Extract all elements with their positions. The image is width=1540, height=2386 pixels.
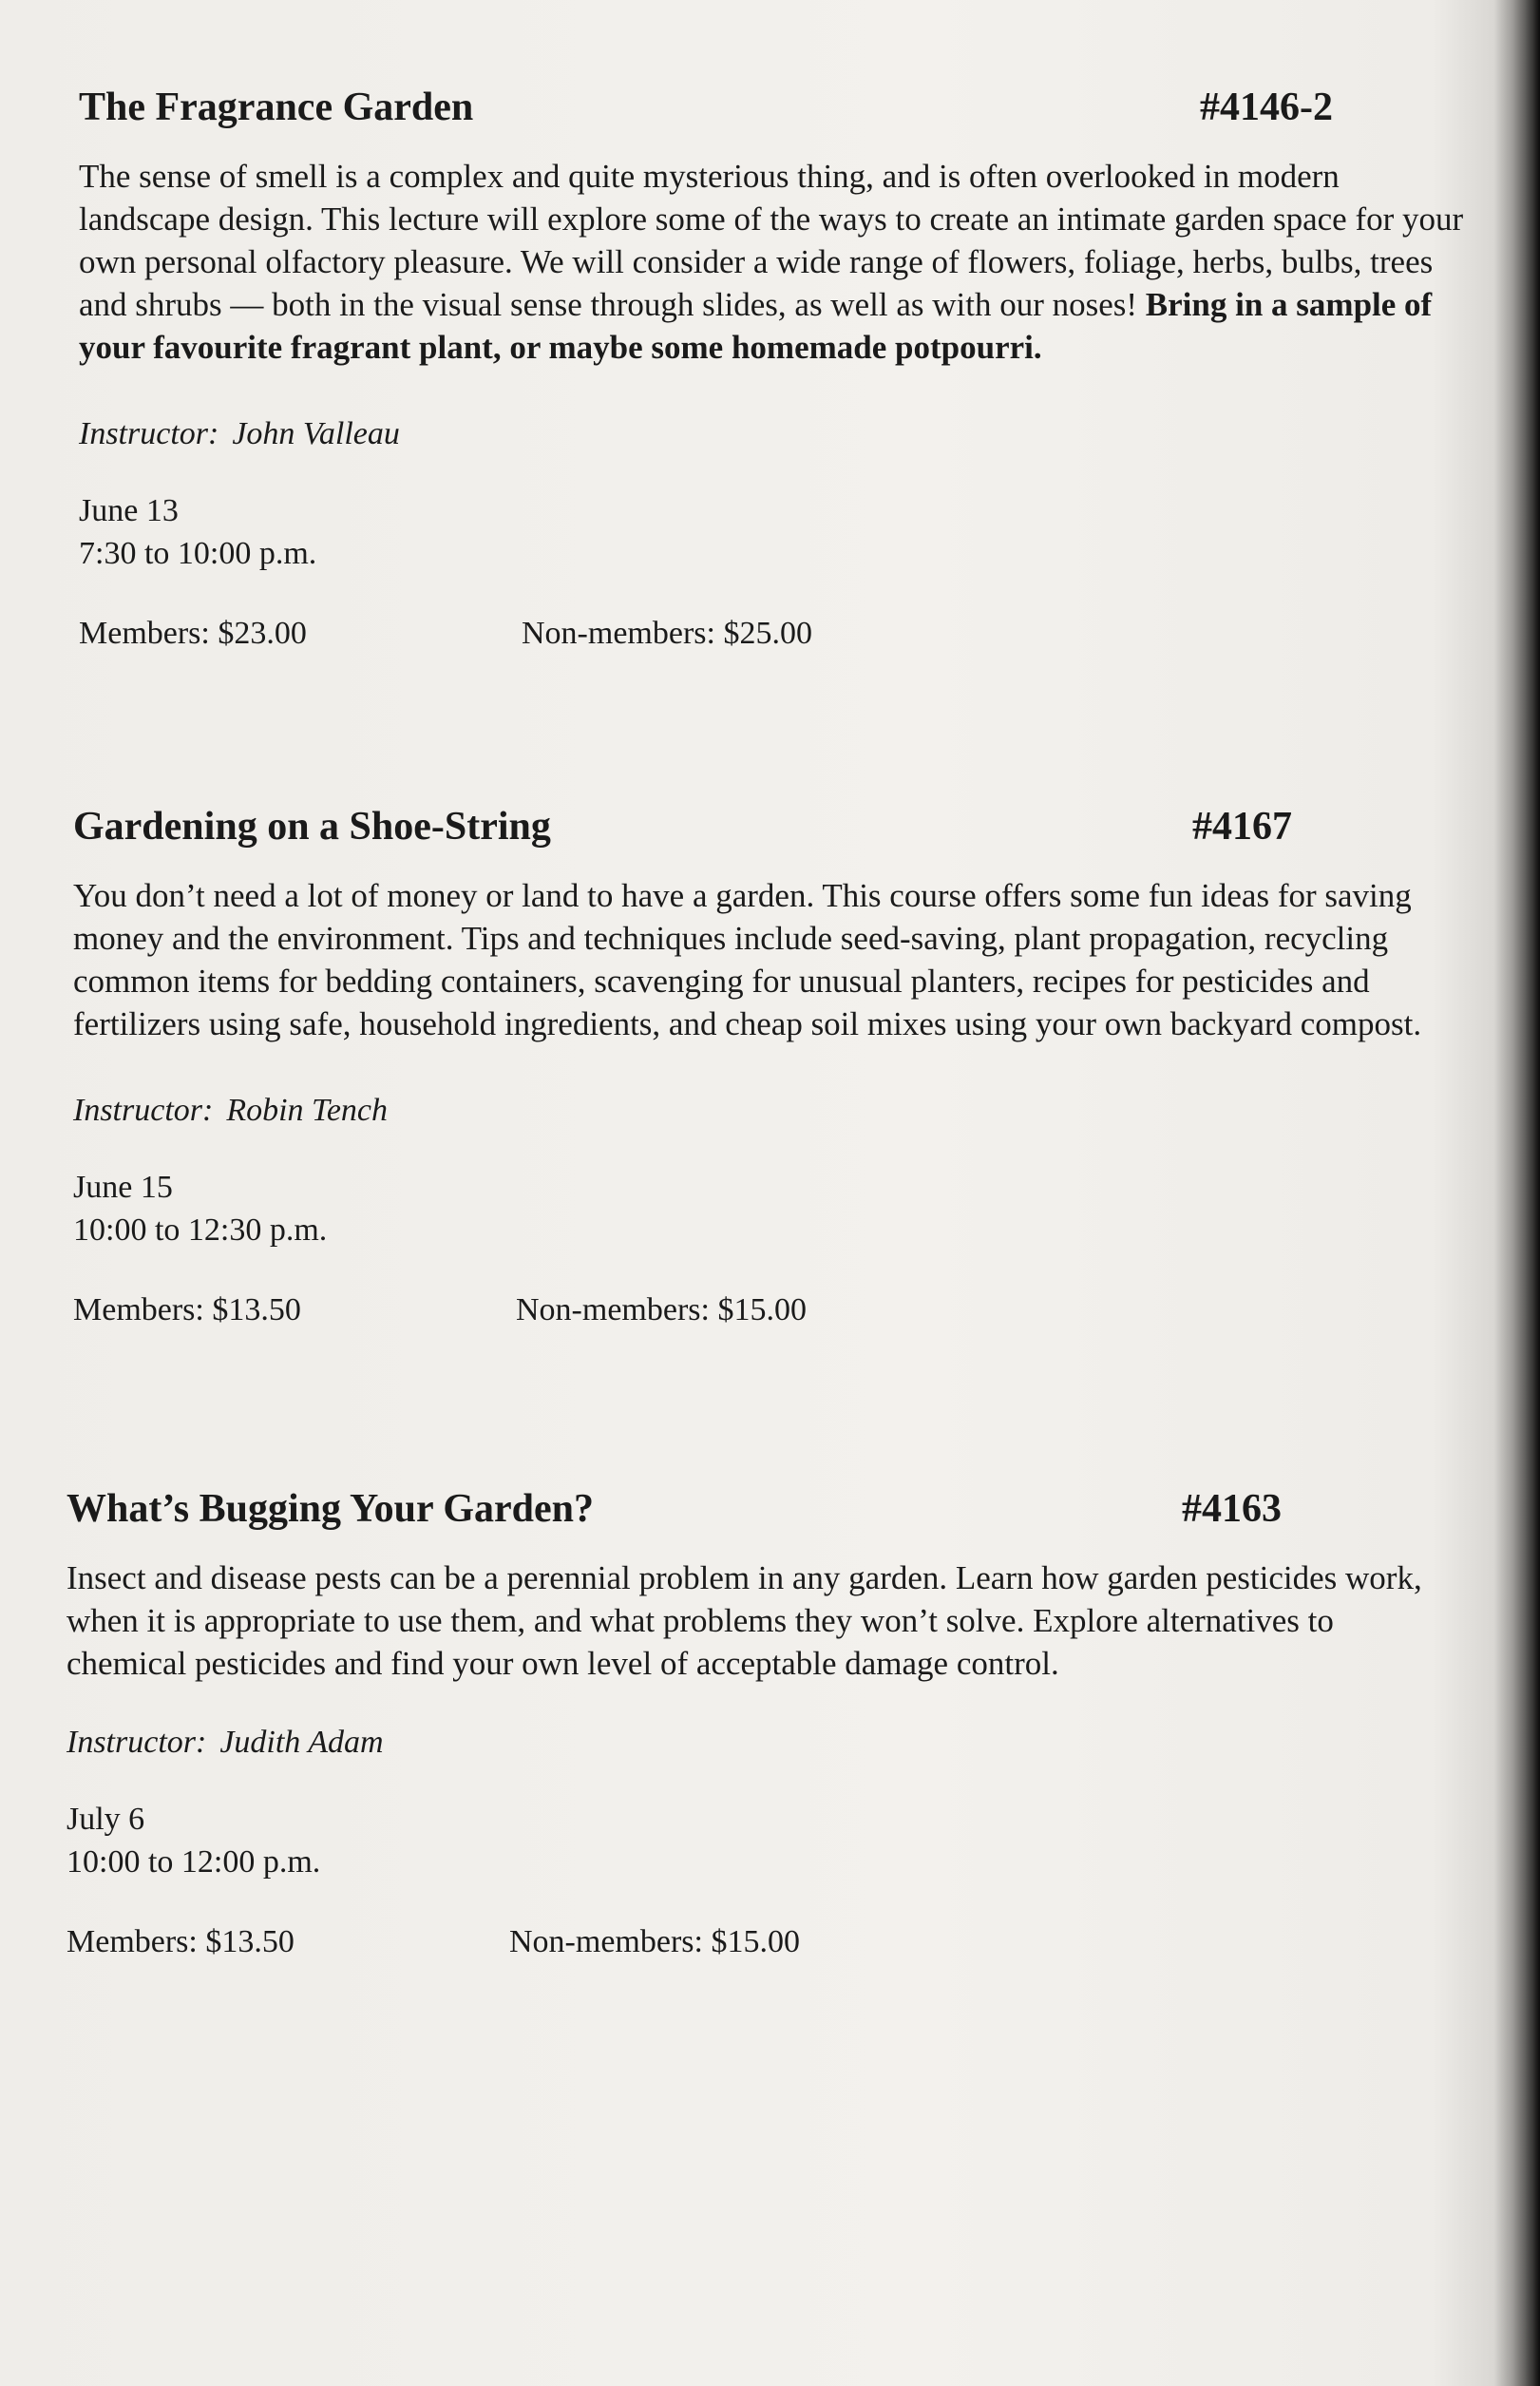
course-header (67, 1480, 1454, 1537)
nonmembers-fee: Non-members: $15.00 (516, 1292, 807, 1327)
course-description (67, 1556, 1454, 1685)
instructor-name: John Valleau (232, 416, 400, 451)
course-header (79, 79, 1466, 136)
course-time: 7:30 to 10:00 p.m. (79, 536, 317, 571)
instructor-name: Judith Adam (219, 1725, 384, 1760)
course-bugging-your-garden (67, 1480, 1454, 1963)
description-text: You don’t need a lot of money or land to have a garden. This course offers some fun ideas for saving money and the environment. Tips and techniques include seed-saving, plant propagation, recycling common items for bedding containers, scavenging for unusual planters, recipes for pesticides and fertilizers using safe, household ingredients, and cheap soil mixes using your own backyard compost. (73, 877, 1422, 1042)
course-date: July 6 (67, 1802, 145, 1837)
schedule (67, 1798, 1454, 1883)
members-fee: Members: $23.00 (79, 616, 307, 651)
course-time: 10:00 to 12:30 p.m. (73, 1212, 328, 1248)
schedule (73, 1166, 1460, 1251)
course-title: The Fragrance Garden (79, 86, 474, 129)
instructor-line (67, 1721, 1454, 1764)
instructor-line (73, 1089, 1460, 1132)
nonmembers-fee: Non-members: $25.00 (522, 616, 812, 651)
course-time: 10:00 to 12:00 p.m. (67, 1844, 321, 1880)
schedule (79, 489, 1466, 575)
page-binding-shadow (1494, 0, 1540, 2386)
course-description (79, 155, 1466, 369)
course-gardening-shoe-string (73, 798, 1460, 1331)
fees-row (67, 1920, 1454, 1963)
course-title: What’s Bugging Your Garden? (67, 1487, 595, 1531)
description-text: Insect and disease pests can be a perennial problem in any garden. Learn how garden pesticides work, when it is appropriate to use them, and what problems they won’t solve. Explore alternatives to chemical pesticides and find your own level of acceptable damage control. (67, 1559, 1422, 1682)
course-date: June 15 (73, 1170, 173, 1205)
course-number: #4167 (1192, 805, 1292, 849)
description-text: The sense of smell is a complex and quite mysterious thing, and is often overlooked in modern landscape design. This lecture will explore some of the ways to create an intimate garden space for your own personal olfactory pleasure. We will consider a wide range of flowers, foliage, herbs, bulbs, trees and shrubs — both in the visual sense through slides, as well as with our noses! (79, 158, 1464, 323)
course-date: June 13 (79, 493, 179, 528)
nonmembers-fee: Non-members: $15.00 (509, 1924, 800, 1959)
course-description (73, 874, 1470, 1045)
course-number: #4146-2 (1200, 86, 1333, 129)
instructor-line (79, 412, 1466, 455)
instructor-name: Robin Tench (226, 1093, 389, 1128)
fees-row (79, 612, 1466, 655)
course-fragrance-garden (79, 79, 1466, 655)
description-emphasis: Bring in a sample of your favourite fragrant plant, or maybe some homemade potpourri. (79, 286, 1433, 366)
fees-row (73, 1288, 1460, 1331)
instructor-label: Instructor: (73, 1093, 214, 1128)
course-title: Gardening on a Shoe-String (73, 805, 551, 849)
instructor-label: Instructor: (79, 416, 219, 451)
members-fee: Members: $13.50 (67, 1924, 295, 1959)
instructor-label: Instructor: (67, 1725, 207, 1760)
course-number: #4163 (1182, 1487, 1282, 1531)
members-fee: Members: $13.50 (73, 1292, 301, 1327)
course-header (73, 798, 1460, 855)
